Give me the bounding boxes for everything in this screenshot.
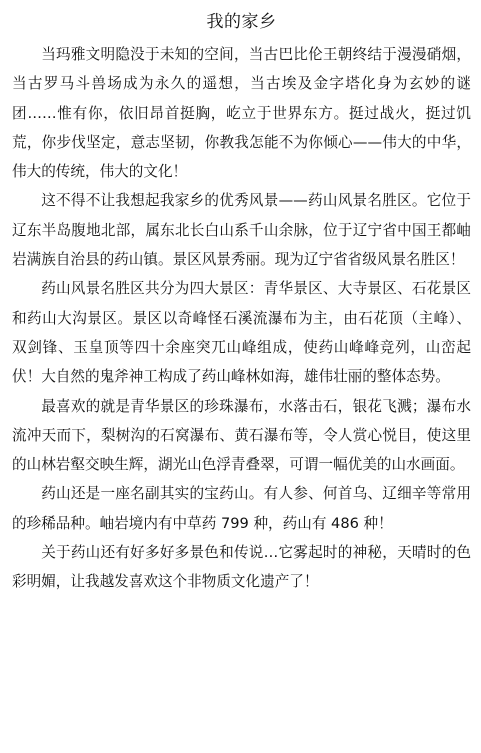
paragraph-scenic-areas: 药山风景名胜区共分为四大景区：青华景区、大寺景区、石花景区和药山大沟景区。景区以奇峰怪石溪流瀑布为主，由石花顶（主峰）、双剑锋、玉皇顶等四十余座突兀山峰组成，使药山峰峰竞列，山峦起伏！大自然的鬼斧神工构成了药山峰林如海，雄伟壮丽的整体态势。: [12, 280, 471, 386]
paragraph-medicinal-herbs: 药山还是一座名副其实的宝药山。有人参、何首乌、辽细辛等常用的珍稀品种。岫岩境内有中草药 799 种，药山有 486 种！: [12, 485, 471, 532]
paragraph-closing: 关于药山还有好多好多景色和传说…它雾起时的神秘，天晴时的色彩明媚，让我越发喜欢这个非物质文化遗产了！: [12, 544, 471, 591]
paragraph-intro: 当玛雅文明隐没于未知的空间，当古巴比伦王朝终结于漫漫硝烟，当古罗马斗兽场成为永久的遥想，当古埃及金字塔化身为玄妙的谜团……惟有你，依旧昂首挺胸，屹立于世界东方。挺过战火，挺过饥荒，你步伐坚定，意志坚韧，你教我怎能不为你倾心——伟大的中华，伟大的传统，伟大的文化！: [12, 46, 471, 181]
paragraph-location: 这不得不让我想起我家乡的优秀风景——药山风景名胜区。它位于辽东半岛腹地北部，属东北长白山系千山余脉，位于辽宁省中国王都岫岩满族自治县的药山镇。景区风景秀丽。现为辽宁省省级风景名胜区！: [12, 192, 471, 269]
paragraph-waterfalls: 最喜欢的就是青华景区的珍珠瀑布，水落击石，银花飞溅；瀑布水流冲天而下，梨树沟的石窝瀑布、黄石瀑布等，令人赏心悦目，使这里的山林岩壑交映生辉，湖光山色浮青叠翠，可谓一幅优美的山水画面。: [12, 397, 471, 474]
document-title: 我的家乡: [206, 12, 277, 32]
